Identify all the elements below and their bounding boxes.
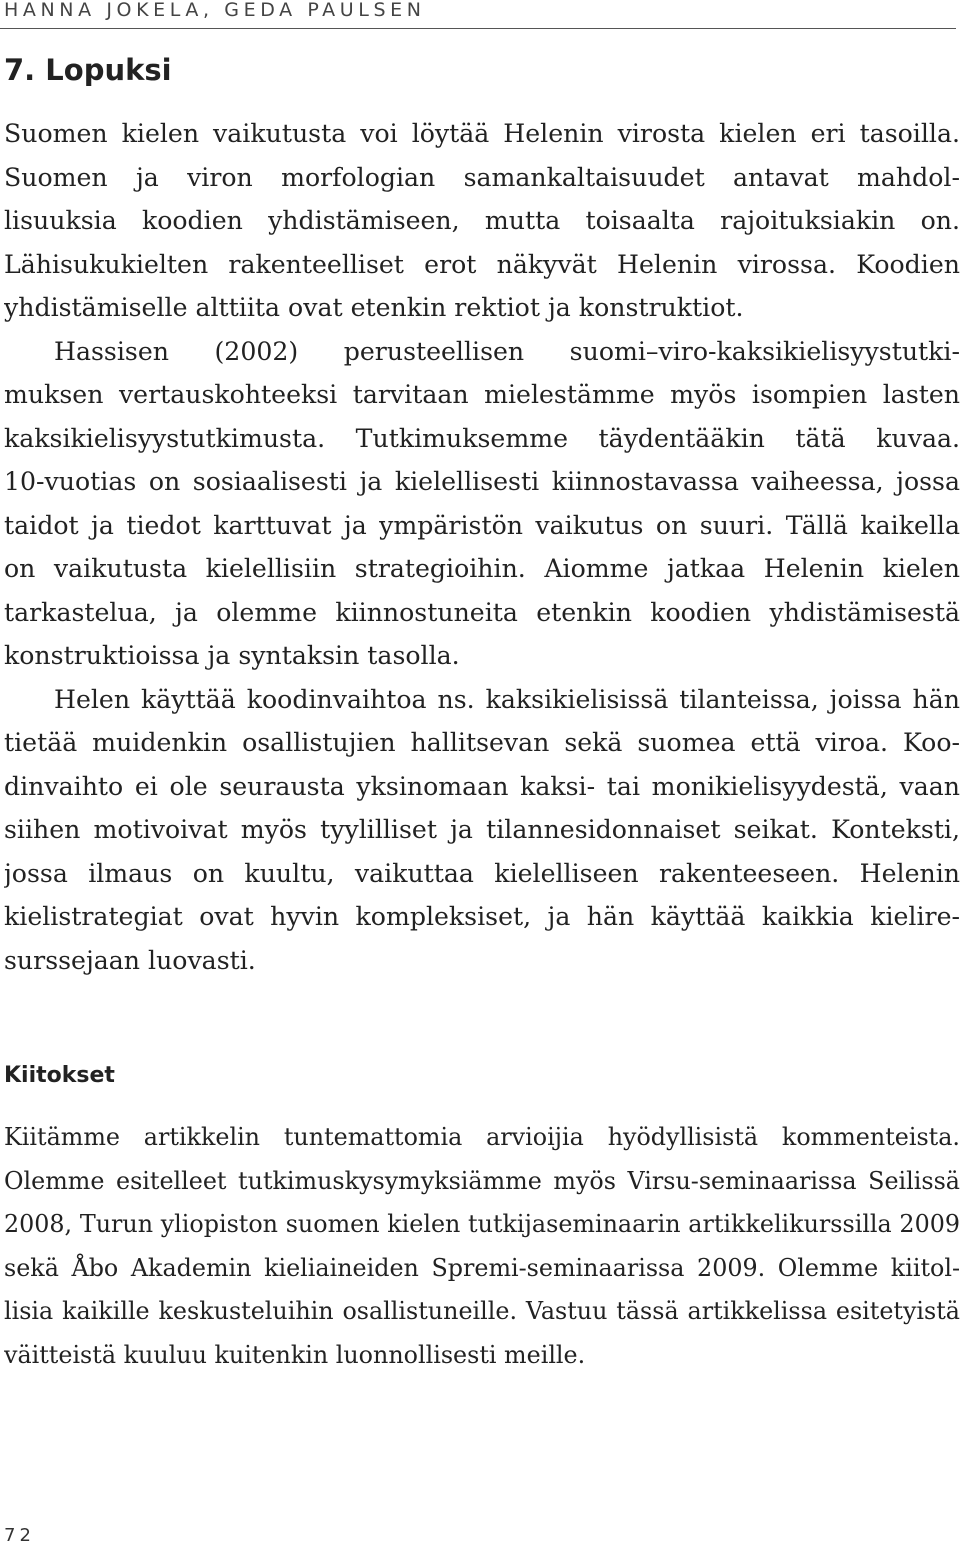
body-line: kielistrategiat ovat hyvin kompleksiset, ja hän käyttää kaikkia kielire- (4, 902, 960, 931)
body-line: dinvaihto ei ole seurausta yksinomaan kaksi- tai monikielisyydestä, vaan (4, 771, 960, 801)
section-title: 7. Lopuksi (4, 53, 172, 87)
header-rule (0, 28, 956, 29)
body-line: taidot ja tiedot karttuvat ja ympäristön vaikutus on suuri. Tällä kaikella (4, 510, 960, 540)
body-line: Helen käyttää koodinvaihtoa ns. kaksikielisissä tilanteissa, joissa hän (54, 684, 960, 714)
body-line: 2008, Turun yliopiston suomen kielen tutkijaseminaarin artikkelikurssilla 2009 (4, 1210, 960, 1238)
body-line: jossa ilmaus on kuultu, vaikuttaa kielelliseen rakenteeseen. Helenin (4, 858, 960, 888)
body-line: tietää muidenkin osallistujien hallitsevan sekä suomea että viroa. Koo- (4, 728, 960, 757)
body-line: Suomen ja viron morfologian samankaltaisuudet antavat mahdol- (4, 162, 960, 192)
body-line: Hassisen (2002) perusteellisen suomi–viro-kaksikielisyystutki- (54, 336, 960, 366)
running-head: HANNA JOKELA, GEDA PAULSEN (4, 0, 426, 21)
body-line: lisuuksia koodien yhdistämiseen, mutta toisaalta rajoituksiakin on. (4, 206, 960, 235)
acknowledgements-title: Kiitokset (4, 1063, 115, 1088)
body-line: muksen vertauskohteeksi tarvitaan mielestämme myös isompien lasten (4, 380, 960, 409)
body-line: sekä Åbo Akademin kieliaineiden Spremi-seminaarissa 2009. Olemme kiitol- (4, 1253, 960, 1282)
body-line: lisia kaikille keskusteluihin osallistuneille. Vastuu tässä artikkelissa esitetyistä (4, 1297, 960, 1325)
section-body (4, 112, 960, 982)
body-line: siihen motivoivat myös tyylilliset ja tilannesidonnaiset seikat. Konteksti, (4, 815, 960, 844)
body-line: konstruktioissa ja syntaksin tasolla. (4, 641, 460, 670)
body-line: väitteistä kuuluu kuitenkin luonnollisesti meille. (4, 1340, 586, 1369)
body-line: yhdistämiselle alttiita ovat etenkin rektiot ja konstruktiot. (4, 293, 744, 322)
body-line: Lähisukukielten rakenteelliset erot näkyvät Helenin virossa. Koodien (4, 249, 960, 279)
page-number: 72 (4, 1525, 35, 1546)
body-line: on vaikutusta kielellisiin strategioihin. Aiomme jatkaa Helenin kielen (4, 554, 960, 583)
body-line: Suomen kielen vaikutusta voi löytää Helenin virosta kielen eri tasoilla. (4, 119, 960, 148)
body-line: Olemme esitelleet tutkimuskysymyksiämme myös Virsu-seminaarissa Seilissä (4, 1166, 960, 1195)
body-line: 10-vuotias on sosiaalisesti ja kielellisesti kiinnostavassa vaiheessa, jossa (4, 467, 960, 496)
acknowledgements-body (4, 1116, 960, 1377)
body-line: Kiitämme artikkelin tuntemattomia arvioijia hyödyllisistä kommenteista. (4, 1123, 960, 1151)
body-line: kaksikielisyystutkimusta. Tutkimuksemme täydentääkin tätä kuvaa. (4, 423, 960, 453)
body-line: surssejaan luovasti. (4, 945, 256, 975)
body-line: tarkastelua, ja olemme kiinnostuneita etenkin koodien yhdistämisestä (4, 597, 960, 627)
